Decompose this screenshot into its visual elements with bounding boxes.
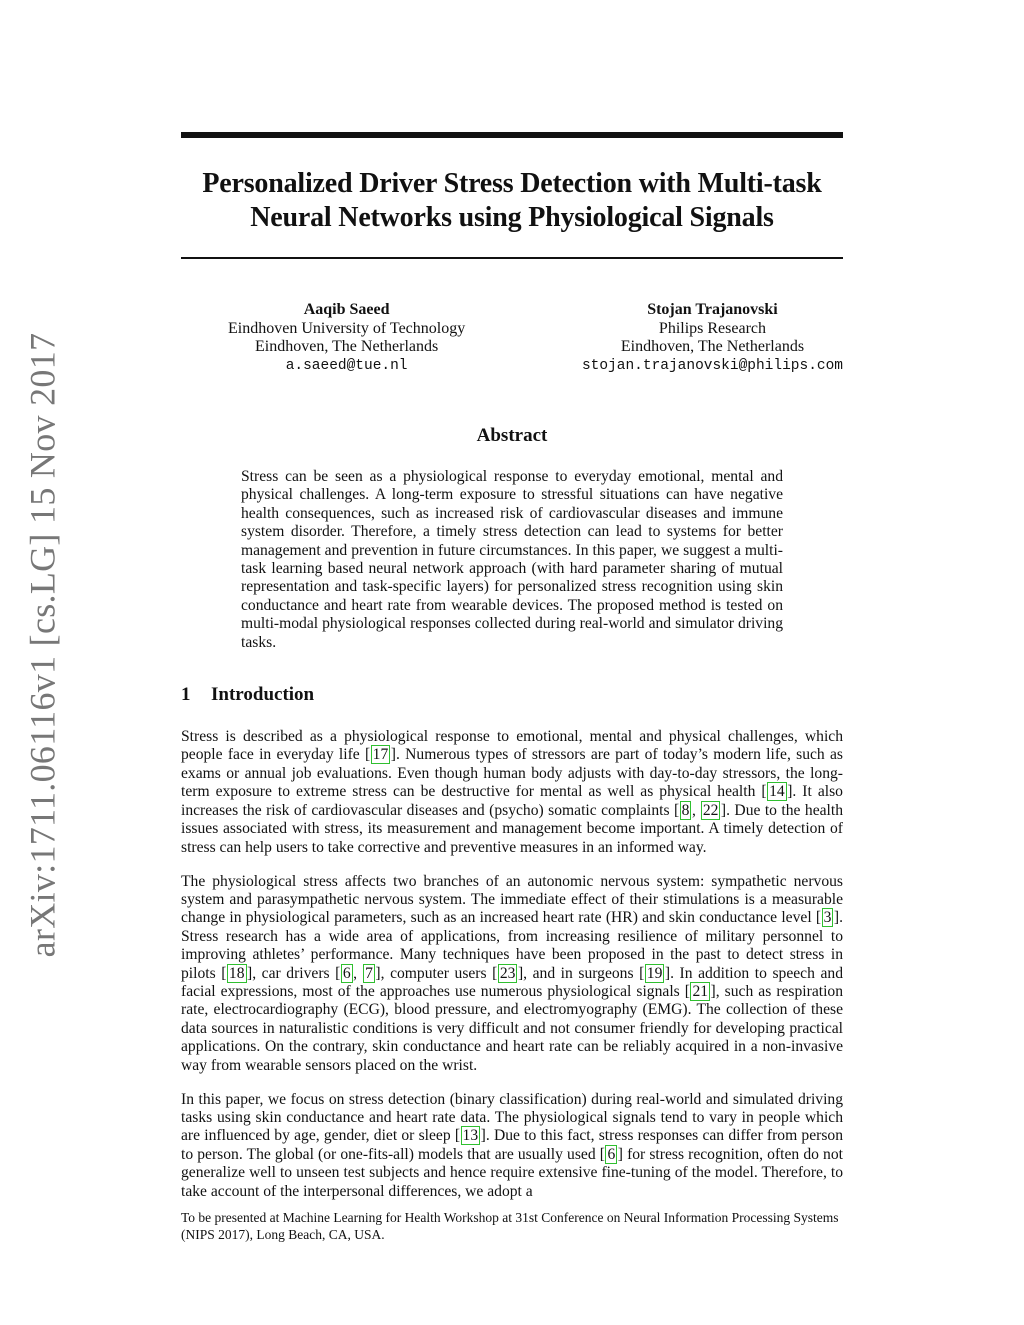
text-run: ]. Due to the health issues associated with stress, its measurement and management become important. A timely detection of stress can help users to take corrective and preventive measures in an informed way. <box>181 801 844 856</box>
arxiv-stamp <box>22 332 62 958</box>
text-run: ]. Stress research has a wide area of applications, from increasing resilience of military personnel to improving athletes’ performance. Many techniques have been proposed in the past to detect stress in pilots [ <box>181 909 843 982</box>
paper-title <box>181 167 843 235</box>
text-run: ]. It also increases the risk of cardiovascular diseases and (psycho) somatic complaints [ <box>181 783 843 819</box>
citation-link[interactable]: 7 <box>365 964 373 982</box>
arxiv-id: arXiv:1711.06116v1 [cs.LG] 15 Nov 2017 <box>22 332 62 958</box>
intro-paragraph-2 <box>181 873 843 1075</box>
intro-paragraph-3 <box>181 1091 843 1201</box>
citation-link[interactable]: 13 <box>462 1127 479 1145</box>
text-run: ], such as respiration rate, electrocardiography (ECG), blood pressure, and electromyography (EMG). The collection of these data sources in naturalistic conditions is very difficult and not consumer friendly for developing practical applications. On the contrary, skin conductance and heart rate can be reliably acquired in a non-invasive way from wearable sensors placed on the wrist. <box>181 982 843 1074</box>
author-name: Aaqib Saeed <box>303 301 390 318</box>
author-name: Stojan Trajanovski <box>647 301 778 318</box>
paper-page <box>181 132 843 1217</box>
citation-link[interactable]: 6 <box>342 964 351 982</box>
citation-link[interactable]: 3 <box>823 909 832 927</box>
abstract-heading: Abstract <box>476 425 548 446</box>
author-location: Eindhoven, The Netherlands <box>620 338 805 355</box>
text-run: In this paper, we focus on stress detection (binary classification) during real-world and simulated driving tasks using skin conductance and heart rate data. The physiological signals tend to vary in people which are influenced by age, gender, diet or sleep [ <box>181 1090 843 1145</box>
title-rule-bottom <box>181 257 843 259</box>
text-run: . Numerous types of stressors are part of today’s modern life, such as exams or annual job evaluations. Even though human body adjusts with day-to-day stressors, the long-term exposure to extreme stress can be destructive for mental as well as physical health [ <box>181 746 843 801</box>
text-run: , <box>353 964 363 982</box>
citation-link[interactable]: 17 <box>372 746 389 764</box>
author-block <box>181 301 843 375</box>
text-run: , <box>691 801 701 819</box>
abstract-text: Stress can be seen as a physiological response to everyday emotional, mental and physical challenges. A long-term exposure to stressful situations can have negative health consequences, such as increased risk of cardiovascular diseases and immune system disorder. Therefore, a timely stress detection can lead to systems for better management and prevention in future circumstances. In this paper, we suggest a multi-task learning based neural network approach (with hard parameter sharing of mutual representation and task-specific layers) for personalized stress recognition using skin conductance and heart rate from wearable devices. The proposed method is tested on multi-modal physiological responses collected during real-world and simulator driving tasks. <box>241 468 783 651</box>
text-run: ] for stress recognition, often do not generalize well to unseen test subjects and hence require extensive fine-tuning of the model. Therefore, to take account of the interpersonal differences, we adopt a <box>181 1145 843 1200</box>
section-title: Introduction <box>211 684 315 706</box>
text-run: ], car drivers [ <box>247 964 341 982</box>
author-affiliation: Eindhoven University of Technology <box>228 319 466 337</box>
citation-link[interactable]: 6 <box>607 1145 616 1163</box>
intro-paragraph-1: Stress is described as a physiological response to emotional, mental and physical challenges, which people face in everyday life [ 17 ]. Numerous types of stressors are part of today’s modern life, such as exams or annual job evaluations. Even though human body adjusts with day-to-day stressors, the long-term exposure to extreme stress can be destructive for mental as well as physical health [ 14 ]. It also increases the risk of cardiovascular diseases and (psycho) somatic complaints [ 8 , 22 ]. Due to the health issues associated with stress, its measurement and management become important. A timely detection of stress can help users to take corrective and preventive measures in an informed way. <box>181 728 844 856</box>
text-run: ]. In addition to speech and facial expressions, most of the approaches use numerous physiological signals [ <box>181 964 843 1000</box>
citation-link[interactable]: 14 <box>769 783 785 801</box>
title-rule-top <box>181 132 843 138</box>
author-1 <box>228 301 465 375</box>
citation-link[interactable]: 8 <box>681 801 690 819</box>
text-run: ], computer users [ <box>375 964 498 982</box>
author-email[interactable]: a.saeed@tue.nl <box>285 357 408 374</box>
text-run: ]. Due to this fact, stress responses can differ from person to person. The global (or one-fits-all) models that are usually used [ <box>181 1127 843 1163</box>
citation-link[interactable]: 23 <box>499 964 516 982</box>
text-run: Stress is described as a physiological response to emotional, mental and physical challenges, which people face in everyday life <box>181 728 843 764</box>
section-number: 1 <box>181 684 191 706</box>
citation-link[interactable]: 21 <box>692 982 709 1000</box>
citation-link[interactable]: 19 <box>646 964 663 982</box>
title-line-1: Personalized Driver Stress Detection with Multi-task <box>202 168 822 199</box>
citation-link[interactable]: 18 <box>228 964 245 982</box>
section-heading <box>181 684 843 706</box>
text-run: ], and in surgeons [ <box>517 964 645 982</box>
author-email[interactable]: stojan.trajanovski@philips.com <box>581 357 843 374</box>
citation-link[interactable]: 22 <box>702 801 719 819</box>
author-2 <box>582 301 843 375</box>
author-affiliation: Philips Research <box>658 319 767 337</box>
text-run: The physiological stress affects two branches of an autonomic nervous system: sympathetic nervous system and parasympathetic nervous system. The immediate effect of their stimulations is a measurable change in physiological parameters, such as an increased heart rate (HR) and skin conductance level [ <box>181 872 843 927</box>
title-line-2: Neural Networks using Physiological Signals <box>250 202 774 233</box>
author-location: Eindhoven, The Netherlands <box>255 338 439 355</box>
footnote: To be presented at Machine Learning for Health Workshop at 31st Conference on Neural Information Processing Systems (NIPS 2017), Long Beach, CA, USA. <box>181 1210 839 1242</box>
